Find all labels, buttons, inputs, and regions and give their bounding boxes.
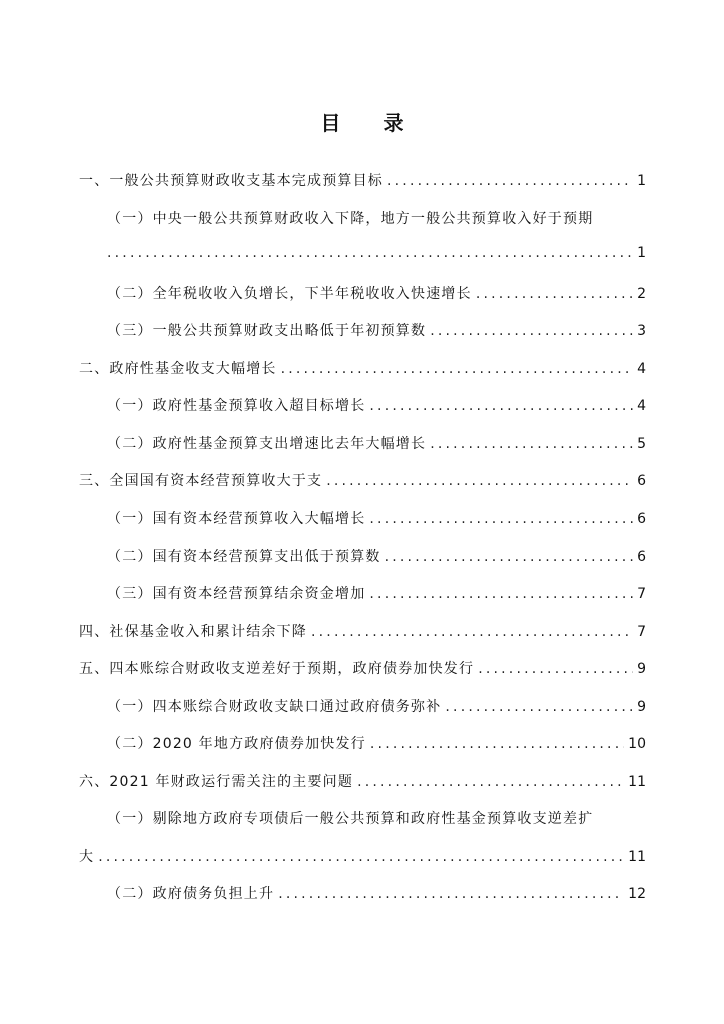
leader-dots (387, 173, 633, 189)
leader-dots (430, 436, 633, 452)
toc-entry-label: （二）全年税收收入负增长，下半年税收收入快速增长 (107, 286, 472, 302)
toc-entry-page: 7 (637, 624, 646, 640)
toc-entry[interactable] (107, 283, 646, 303)
leader-dots (357, 774, 624, 790)
toc-entry-continuation[interactable] (107, 245, 646, 261)
toc-entry-label[interactable]: （一）剔除地方政府专项债后一般公共预算和政府性基金预算收支逆差扩 (107, 811, 594, 827)
toc-entry[interactable] (79, 771, 646, 791)
toc-title: 目 录 (320, 111, 422, 135)
toc-entry-page: 2 (637, 286, 646, 302)
toc-entry-label: （二）政府债务负担上升 (107, 886, 275, 902)
toc-entry-page: 9 (637, 661, 646, 677)
toc-entry-continuation-label: 大 (79, 849, 95, 865)
toc-entry-page: 6 (637, 511, 646, 527)
leader-dots (370, 736, 624, 752)
toc-entry-page: 11 (628, 849, 646, 865)
toc-entry-page: 7 (637, 586, 646, 602)
toc-entry[interactable] (79, 621, 646, 641)
leader-dots (278, 886, 624, 902)
toc-entry-label: （一）政府性基金预算收入超目标增长 (107, 398, 366, 414)
toc-entry-label: （二）2020 年地方政府债券加快发行 (107, 736, 366, 752)
toc-entry[interactable] (107, 733, 646, 753)
toc-entry[interactable] (79, 170, 646, 190)
toc-entry-page: 12 (628, 886, 646, 902)
toc-entry-page: 9 (637, 699, 646, 715)
toc-entry[interactable] (107, 320, 646, 340)
toc-entry-label: 三、全国国有资本经营预算收大于支 (79, 473, 323, 489)
toc-entry-label[interactable]: （一）中央一般公共预算财政收入下降，地方一般公共预算收入好于预期 (107, 211, 594, 227)
leader-dots (476, 286, 633, 302)
toc-entry-label: （三）一般公共预算财政支出略低于年初预算数 (107, 323, 427, 339)
toc-entry-label: 一、一般公共预算财政收支基本完成预算目标 (79, 173, 383, 189)
leader-dots (311, 624, 633, 640)
leader-dots (385, 549, 633, 565)
toc-entry-label: （一）国有资本经营预算收入大幅增长 (107, 511, 366, 527)
toc-entry-label: 五、四本账综合财政收支逆差好于预期，政府债券加快发行 (79, 661, 475, 677)
toc-entry-page: 10 (628, 736, 646, 752)
toc-entry-page: 4 (637, 398, 646, 414)
toc-entry-page: 5 (637, 436, 646, 452)
toc-entry[interactable] (107, 546, 646, 566)
toc-entry-page: 1 (637, 245, 646, 261)
toc-entry-page: 1 (637, 173, 646, 189)
toc-entry-page: 11 (628, 774, 646, 790)
toc-entry-label: （二）政府性基金预算支出增速比去年大幅增长 (107, 436, 427, 452)
toc-entry[interactable] (107, 883, 646, 903)
leader-dots (281, 361, 633, 377)
leader-dots (369, 586, 633, 602)
toc-entry[interactable] (107, 696, 646, 716)
toc-entry-label: 六、2021 年财政运行需关注的主要问题 (79, 774, 354, 790)
toc-entry-page: 3 (637, 323, 646, 339)
leader-dots (326, 473, 633, 489)
toc-entry[interactable] (107, 433, 646, 453)
toc-entry[interactable] (107, 583, 646, 603)
leader-dots (369, 511, 633, 527)
leader-dots (369, 398, 633, 414)
toc-entry[interactable] (107, 395, 646, 415)
leader-dots (478, 661, 633, 677)
leader-dots (430, 323, 633, 339)
toc-entry[interactable] (79, 358, 646, 378)
toc-entry-page: 6 (637, 549, 646, 565)
leader-dots (107, 245, 633, 261)
leader-dots (98, 849, 624, 865)
toc-entry[interactable] (79, 470, 646, 490)
toc-entry-label: （三）国有资本经营预算结余资金增加 (107, 586, 366, 602)
toc-entry-label: （一）四本账综合财政收支缺口通过政府债务弥补 (107, 699, 442, 715)
leader-dots (445, 699, 633, 715)
toc-entry[interactable] (107, 508, 646, 528)
toc-entry-page: 4 (637, 361, 646, 377)
toc-entry-label: （二）国有资本经营预算支出低于预算数 (107, 549, 381, 565)
toc-entry-label: 二、政府性基金收支大幅增长 (79, 361, 277, 377)
toc-entry-continuation[interactable] (79, 846, 646, 866)
toc-entry-page: 6 (637, 473, 646, 489)
toc-entry-label: 四、社保基金收入和累计结余下降 (79, 624, 307, 640)
toc-entry[interactable] (79, 658, 646, 678)
